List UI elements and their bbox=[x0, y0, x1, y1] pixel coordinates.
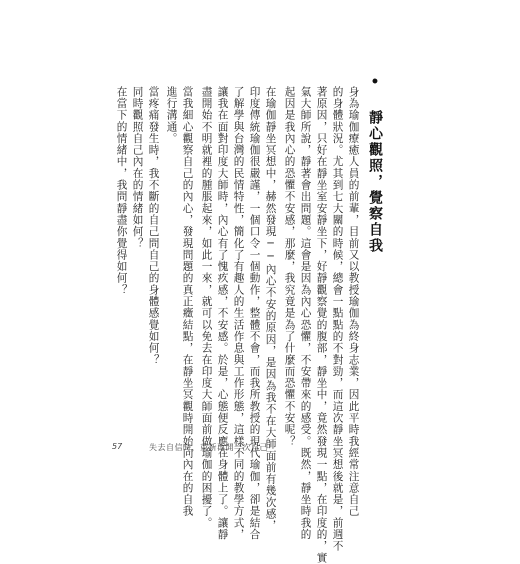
body-column: 當疼痛發生時，我不斷的自己問自己的身體感覺如何？ bbox=[147, 86, 160, 366]
body-column: 印度傳統瑜伽很嚴謹，一個口令一個動作，整體不會，而我所教授的現代瑜伽，卻是結合 bbox=[248, 86, 261, 541]
body-column: 盡開始不明就裡的腫脹起來，如此一來，就可以免去在印度大師面前做瑜伽的困擾了。 bbox=[200, 86, 213, 529]
body-column: 讓我在面對印度大師時，內心有了愧疚感，不安感。於是，心態便反應在身體上了。讓靜 bbox=[216, 86, 229, 541]
body-column: 氣大師所說，靜著會出問題。這會是因為內心恐懼，不安帶來的感受。既然，靜坐時我的 bbox=[299, 86, 312, 541]
section-heading: • 靜心觀照，覺察自我 bbox=[367, 74, 383, 254]
running-footer-title: 失去自信時，重新再開一次自己 bbox=[149, 443, 268, 452]
body-column: 當我細心觀察自己的內心，發現問題的真正癥結點，在靜坐冥觀時開始向內在的自我 bbox=[181, 86, 194, 518]
body-column: 的身體狀況。尤其到七大關的時候，總會一點點的不對勁，而這次靜坐冥想後就是，前週不 bbox=[331, 86, 344, 552]
body-column: 在瑜伽靜坐冥想中，赫然發現──內心不安的原因，是因為我不在大師面前有幾次感， bbox=[264, 86, 277, 532]
body-column: 在當下的情緒中，我問靜盡你覺得如何？ bbox=[115, 86, 128, 296]
body-column: 起因是我內心的恐懼不安感，那麼，我究竟是為了什麼而恐懼不安呢？ bbox=[283, 86, 296, 448]
body-column: 著原因，只好在靜坐室安靜坐下，好靜觀察覺的腹部，靜坐中，竟然發現一點，在印度的，實 bbox=[315, 86, 328, 564]
body-column: 了解學與台灣的民情特性，簡化了有趣人的生活作息與工作形態，這樣不同的教學方式， bbox=[232, 86, 245, 541]
body-column: 身為瑜伽療癒人員的前輩，目前又以教授瑜伽為終身志業，因此平時我經常注意自己 bbox=[347, 86, 360, 518]
page-number: 57 bbox=[112, 442, 123, 451]
body-column: 同時觀照自己內在的情緒如何？ bbox=[131, 86, 144, 250]
body-column: 進行溝通。 bbox=[165, 86, 178, 145]
